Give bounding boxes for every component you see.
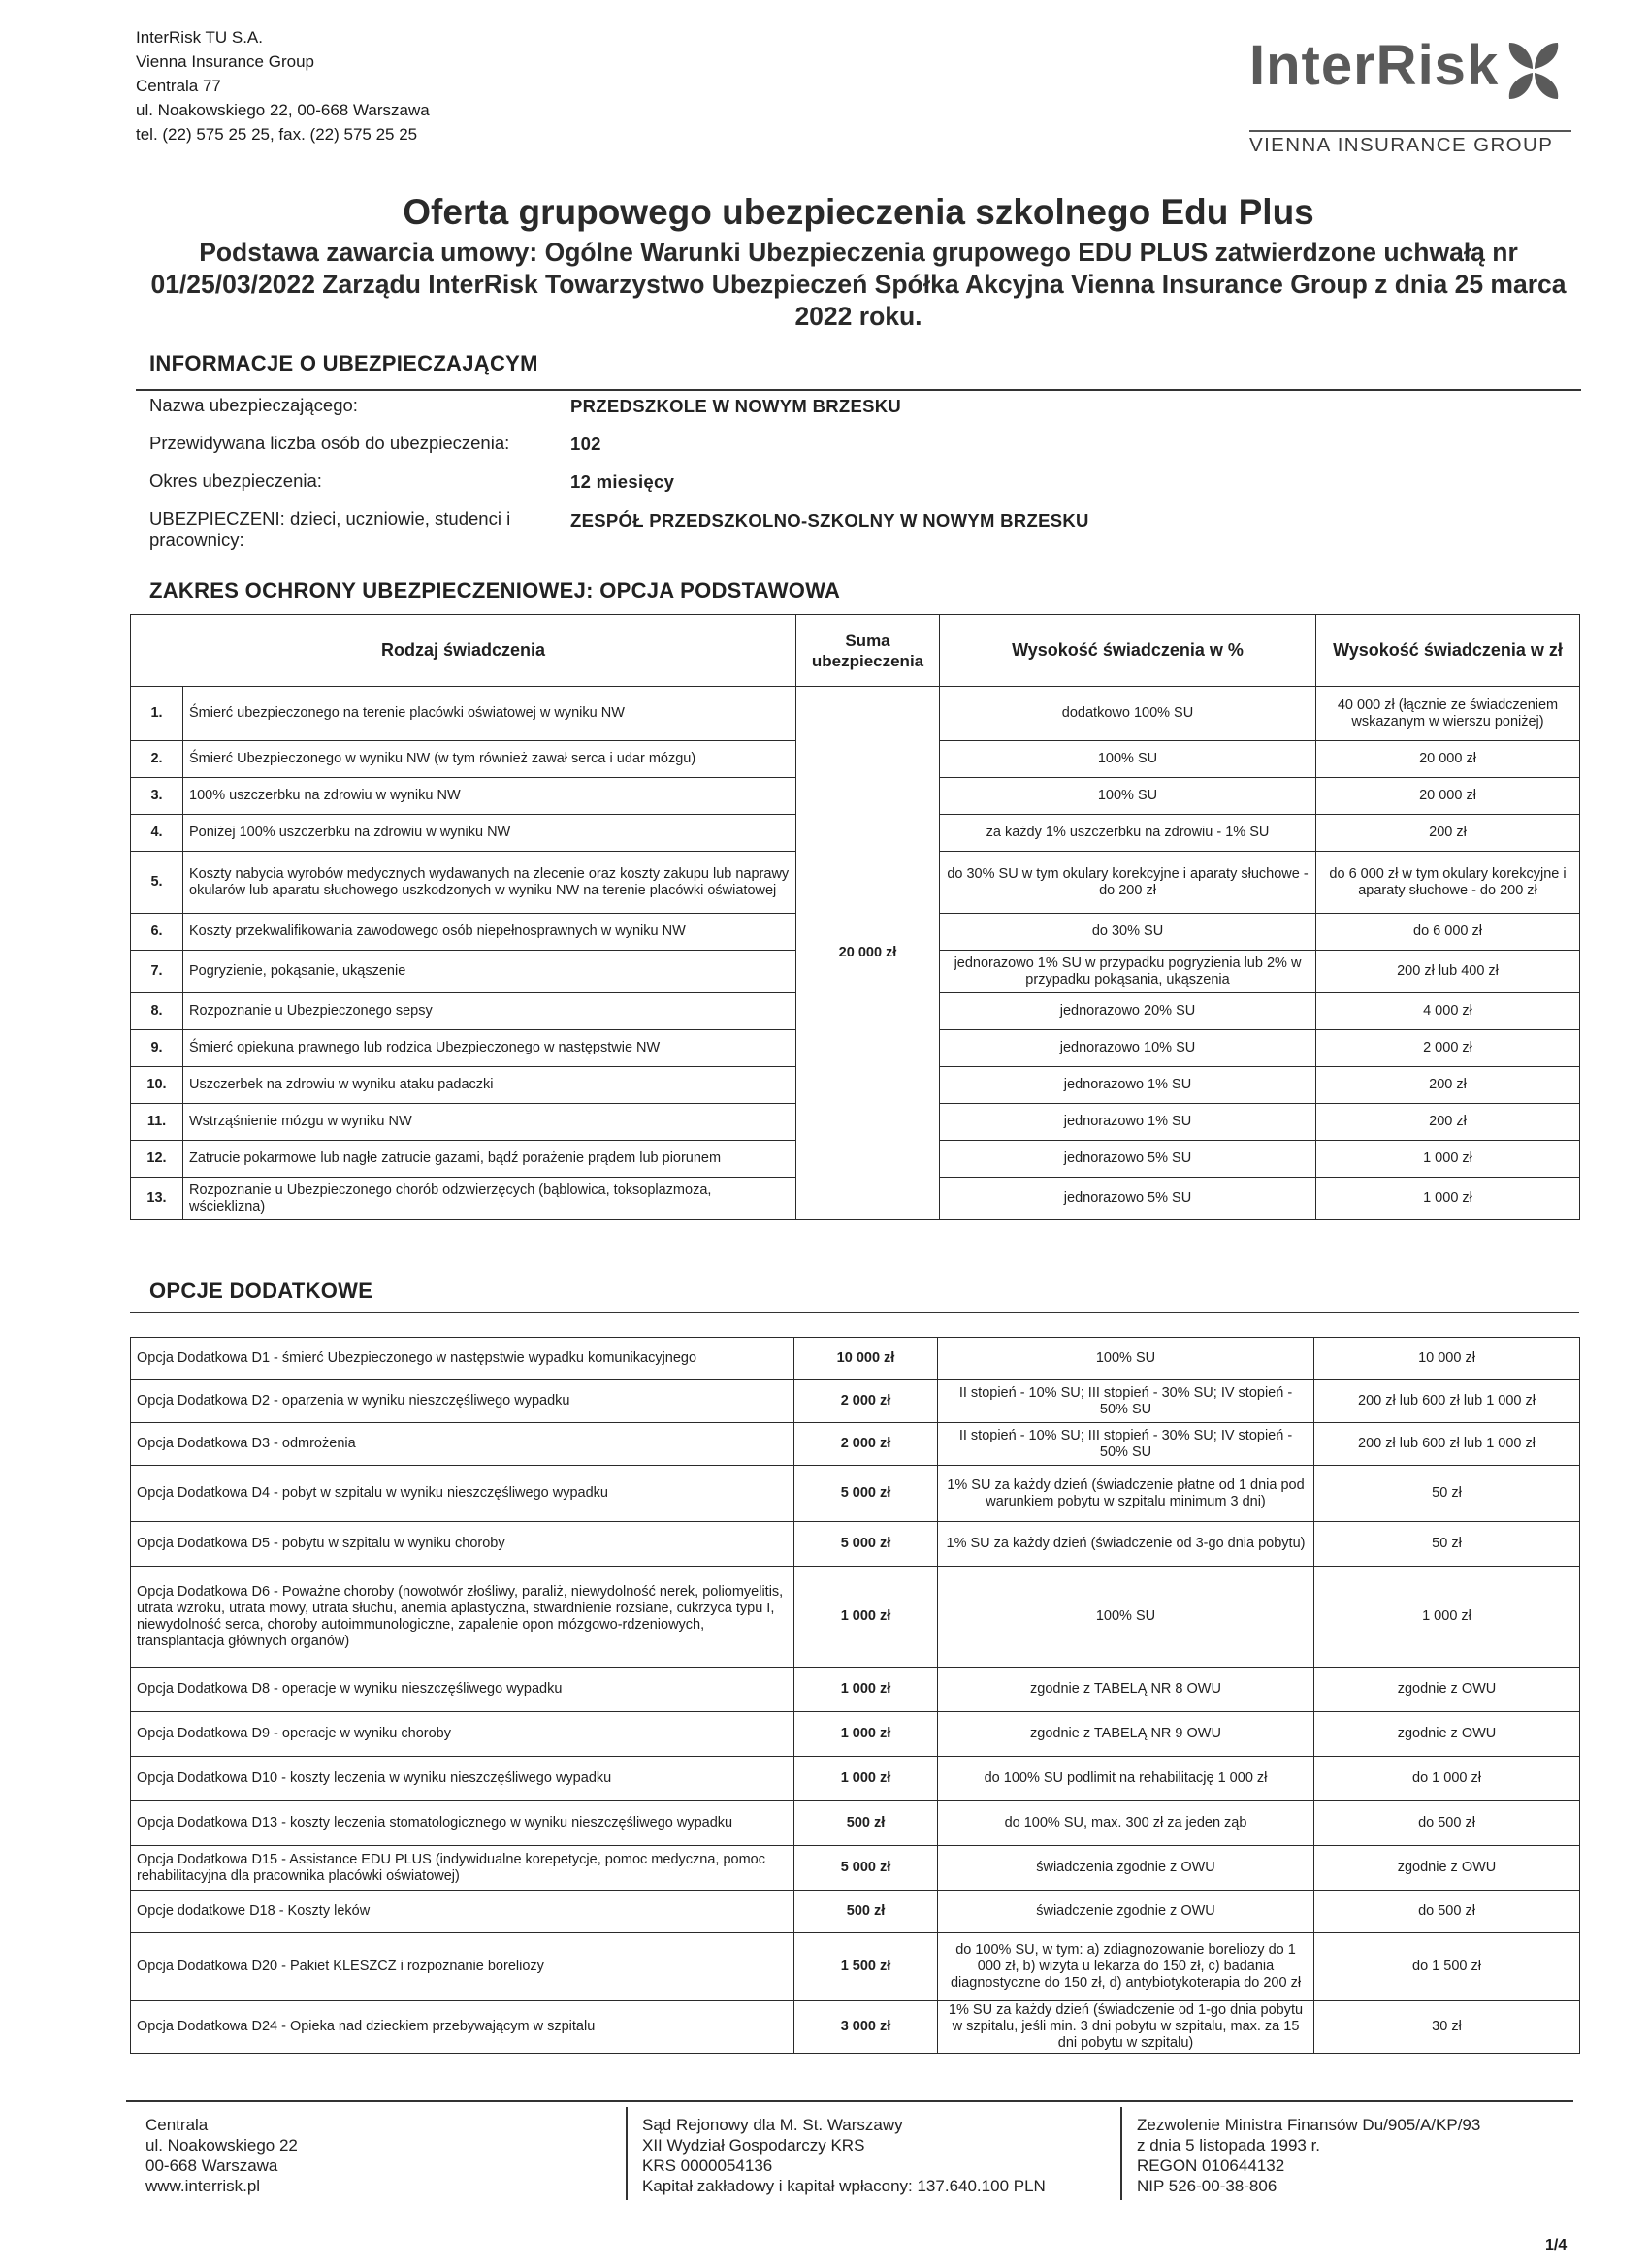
table-row <box>131 1757 1580 1801</box>
option-sum-insured: 5 000 zł <box>794 1466 938 1522</box>
company-address <box>136 25 430 146</box>
option-description: Opcja Dodatkowa D5 - pobytu w szpitalu w wyniku choroby <box>131 1522 794 1567</box>
option-description: Opcja Dodatkowa D2 - oparzenia w wyniku nieszczęśliwego wypadku <box>131 1380 794 1423</box>
option-benefit-amount: 30 zł <box>1314 2001 1580 2054</box>
option-benefit-amount: do 500 zł <box>1314 1891 1580 1933</box>
benefit-percent: jednorazowo 1% SU <box>940 1104 1316 1141</box>
option-benefit-amount: 50 zł <box>1314 1466 1580 1522</box>
footer-line: NIP 526-00-38-806 <box>1137 2177 1277 2195</box>
info-value-name: PRZEDSZKOLE W NOWYM BRZESKU <box>570 396 902 416</box>
row-number: 5. <box>131 852 183 914</box>
footer-line: Zezwolenie Ministra Finansów Du/905/A/KP/93 <box>1137 2116 1481 2134</box>
benefit-percent: jednorazowo 1% SU <box>940 1067 1316 1104</box>
option-benefit-amount: 50 zł <box>1314 1522 1580 1567</box>
logo-divider <box>1249 130 1571 132</box>
option-benefit-percent: II stopień - 10% SU; III stopień - 30% SU; IV stopień - 50% SU <box>938 1423 1314 1466</box>
section-title-insurer: INFORMACJE O UBEZPIECZAJĄCYM <box>149 351 538 375</box>
footer-line: REGON 010644132 <box>1137 2156 1285 2175</box>
company-line: Vienna Insurance Group <box>136 52 314 71</box>
benefit-amount: 1 000 zł <box>1316 1178 1580 1220</box>
footer-line: www.interrisk.pl <box>146 2177 261 2195</box>
footer-line: 00-668 Warszawa <box>146 2156 278 2175</box>
table-row <box>131 1522 1580 1567</box>
table-row <box>131 1423 1580 1466</box>
logo-subtitle: VIENNA INSURANCE GROUP <box>1249 134 1554 156</box>
benefit-percent: do 30% SU <box>940 914 1316 951</box>
table-row <box>131 1712 1580 1757</box>
company-line: tel. (22) 575 25 25, fax. (22) 575 25 25 <box>136 125 418 144</box>
option-benefit-percent: 1% SU za każdy dzień (świadczenie od 3-go dnia pobytu) <box>938 1522 1314 1567</box>
option-benefit-percent: świadczenia zgodnie z OWU <box>938 1846 1314 1891</box>
row-number: 4. <box>131 815 183 852</box>
option-sum-insured: 1 500 zł <box>794 1933 938 2001</box>
footer-line: Centrala <box>146 2116 209 2134</box>
table-row <box>131 1933 1580 2001</box>
benefit-description: Pogryzienie, pokąsanie, ukąszenie <box>183 951 796 993</box>
option-benefit-percent: zgodnie z TABELĄ NR 8 OWU <box>938 1668 1314 1712</box>
header-sum: Suma ubezpieczenia <box>796 615 940 687</box>
option-benefit-amount: 1 000 zł <box>1314 1567 1580 1668</box>
row-number: 11. <box>131 1104 183 1141</box>
benefit-amount: do 6 000 zł <box>1316 914 1580 951</box>
option-benefit-percent: II stopień - 10% SU; III stopień - 30% SU; IV stopień - 50% SU <box>938 1380 1314 1423</box>
interrisk-logo <box>1249 34 1569 156</box>
option-sum-insured: 5 000 zł <box>794 1846 938 1891</box>
benefit-description: Poniżej 100% uszczerbku na zdrowiu w wyniku NW <box>183 815 796 852</box>
info-value-insured: ZESPÓŁ PRZEDSZKOLNO-SZKOLNY W NOWYM BRZESKU <box>570 510 1089 531</box>
option-benefit-percent: 1% SU za każdy dzień (świadczenie od 1-go dnia pobytu w szpitalu, jeśli min. 3 dni pobytu w szpitalu, max. za 15 dni pobytu w szpitalu) <box>938 2001 1314 2054</box>
row-number: 10. <box>131 1067 183 1104</box>
table-row <box>131 1338 1580 1380</box>
option-benefit-percent: do 100% SU, w tym: a) zdiagnozowanie boreliozy do 1 000 zł, b) wizyta u lekarza do 150 zł, c) badania diagnostyczne do 150 zł, d) antybiotykoterapia do 200 zł <box>938 1933 1314 2001</box>
table-row <box>131 1891 1580 1933</box>
benefit-amount: 200 zł <box>1316 1104 1580 1141</box>
option-sum-insured: 1 000 zł <box>794 1668 938 1712</box>
benefit-description: Zatrucie pokarmowe lub nagłe zatrucie gazami, bądź porażenie prądem lub piorunem <box>183 1141 796 1178</box>
document-title: Oferta grupowego ubezpieczenia szkolnego Edu Plus <box>403 192 1314 232</box>
info-value-period: 12 miesięcy <box>570 471 675 492</box>
table-row <box>131 1380 1580 1423</box>
table-row <box>131 1801 1580 1846</box>
benefit-amount: 20 000 zł <box>1316 778 1580 815</box>
option-description: Opcja Dodatkowa D20 - Pakiet KLESZCZ i rozpoznanie boreliozy <box>131 1933 794 2001</box>
table-row <box>131 687 1580 741</box>
benefit-description: Uszczerbek na zdrowiu w wyniku ataku padaczki <box>183 1067 796 1104</box>
footer-permit <box>1137 2115 1480 2196</box>
option-description: Opcja Dodatkowa D13 - koszty leczenia stomatologicznego w wyniku nieszczęśliwego wypadku <box>131 1801 794 1846</box>
footer-line: ul. Noakowskiego 22 <box>146 2136 298 2155</box>
footer-line: Kapitał zakładowy i kapitał wpłacony: 137.640.100 PLN <box>642 2177 1046 2195</box>
option-benefit-amount: 10 000 zł <box>1314 1338 1580 1380</box>
option-description: Opcja Dodatkowa D3 - odmrożenia <box>131 1423 794 1466</box>
benefit-percent: jednorazowo 5% SU <box>940 1141 1316 1178</box>
info-label-count: Przewidywana liczba osób do ubezpieczenia: <box>149 433 510 453</box>
interrisk-logo-mark-icon <box>1500 37 1568 105</box>
benefit-percent: do 30% SU w tym okulary korekcyjne i aparaty słuchowe - do 200 zł <box>940 852 1316 914</box>
option-sum-insured: 500 zł <box>794 1891 938 1933</box>
option-description: Opcja Dodatkowa D24 - Opieka nad dzieckiem przebywającym w szpitalu <box>131 2001 794 2054</box>
benefit-description: Koszty przekwalifikowania zawodowego osób niepełnosprawnych w wyniku NW <box>183 914 796 951</box>
option-benefit-amount: zgodnie z OWU <box>1314 1712 1580 1757</box>
info-label-name: Nazwa ubezpieczającego: <box>149 395 358 415</box>
row-number: 1. <box>131 687 183 741</box>
footer-registry <box>642 2115 1046 2196</box>
header-pln: Wysokość świadczenia w zł <box>1316 615 1580 687</box>
info-label-insured: UBEZPIECZENI: dzieci, uczniowie, studenci i pracownicy: <box>149 508 511 550</box>
benefit-percent: jednorazowo 1% SU w przypadku pogryzienia lub 2% w przypadku pokąsania, ukąszenia <box>940 951 1316 993</box>
row-number: 13. <box>131 1178 183 1220</box>
benefit-amount: 1 000 zł <box>1316 1141 1580 1178</box>
benefit-percent: dodatkowo 100% SU <box>940 687 1316 741</box>
benefit-description: Wstrząśnienie mózgu w wyniku NW <box>183 1104 796 1141</box>
option-sum-insured: 1 000 zł <box>794 1567 938 1668</box>
option-benefit-percent: 100% SU <box>938 1338 1314 1380</box>
info-label-period: Okres ubezpieczenia: <box>149 470 322 491</box>
benefit-percent: jednorazowo 20% SU <box>940 993 1316 1030</box>
option-description: Opcja Dodatkowa D15 - Assistance EDU PLUS (indywidualne korepetycje, pomoc medyczna, pomoc rehabilitacyjna dla pracownika placówki oświatowej) <box>131 1846 794 1891</box>
option-benefit-percent: do 100% SU, max. 300 zł za jeden ząb <box>938 1801 1314 1846</box>
section-title-additional: OPCJE DODATKOWE <box>149 1279 373 1303</box>
basic-coverage-table <box>130 614 1580 1220</box>
benefit-percent: jednorazowo 5% SU <box>940 1178 1316 1220</box>
company-line: ul. Noakowskiego 22, 00-668 Warszawa <box>136 101 430 119</box>
option-benefit-amount: 200 zł lub 600 zł lub 1 000 zł <box>1314 1380 1580 1423</box>
benefit-percent: 100% SU <box>940 778 1316 815</box>
section-title-basic: ZAKRES OCHRONY UBEZPIECZENIOWEJ: OPCJA PODSTAWOWA <box>149 578 841 602</box>
additional-options-table <box>130 1337 1580 2054</box>
option-sum-insured: 2 000 zł <box>794 1423 938 1466</box>
table-row <box>131 1567 1580 1668</box>
table-row <box>131 1668 1580 1712</box>
row-number: 3. <box>131 778 183 815</box>
footer-separator <box>1120 2107 1122 2200</box>
option-benefit-percent: świadczenie zgodnie z OWU <box>938 1891 1314 1933</box>
benefit-percent: jednorazowo 10% SU <box>940 1030 1316 1067</box>
option-benefit-amount: do 500 zł <box>1314 1801 1580 1846</box>
row-number: 12. <box>131 1141 183 1178</box>
benefit-amount: 200 zł <box>1316 1067 1580 1104</box>
option-benefit-amount: do 1 500 zł <box>1314 1933 1580 2001</box>
option-sum-insured: 3 000 zł <box>794 2001 938 2054</box>
page-number: 1/4 <box>1545 2237 1568 2253</box>
benefit-amount: 20 000 zł <box>1316 741 1580 778</box>
footer-line: KRS 0000054136 <box>642 2156 773 2175</box>
benefit-description: Śmierć opiekuna prawnego lub rodzica Ubezpieczonego w następstwie NW <box>183 1030 796 1067</box>
option-sum-insured: 500 zł <box>794 1801 938 1846</box>
divider <box>136 389 1581 391</box>
option-sum-insured: 1 000 zł <box>794 1712 938 1757</box>
option-sum-insured: 1 000 zł <box>794 1757 938 1801</box>
footer-line: z dnia 5 listopada 1993 r. <box>1137 2136 1321 2155</box>
benefit-amount: 200 zł lub 400 zł <box>1316 951 1580 993</box>
benefit-description: Rozpoznanie u Ubezpieczonego sepsy <box>183 993 796 1030</box>
header-type: Rodzaj świadczenia <box>131 615 796 687</box>
benefit-description: 100% uszczerbku na zdrowiu w wyniku NW <box>183 778 796 815</box>
divider <box>130 1312 1579 1313</box>
sum-insured-cell: 20 000 zł <box>796 687 940 1220</box>
document-subtitle: Podstawa zawarcia umowy: Ogólne Warunki Ubezpieczenia grupowego EDU PLUS zatwierdzone uchwałą nr 01/25/03/2022 Zarządu InterRisk Towarzystwo Ubezpieczeń Spółka Akcyjna Vienna Insurance Group z dnia 25 marca 2022 roku. <box>150 238 1567 331</box>
footer-divider <box>126 2100 1573 2102</box>
logo-wordmark: InterRisk <box>1249 34 1500 97</box>
benefit-percent: za każdy 1% uszczerbku na zdrowiu - 1% SU <box>940 815 1316 852</box>
benefit-amount: 40 000 zł (łącznie ze świadczeniem wskazanym w wierszu poniżej) <box>1316 687 1580 741</box>
table-header-row <box>131 615 1580 687</box>
option-sum-insured: 5 000 zł <box>794 1522 938 1567</box>
benefit-amount: do 6 000 zł w tym okulary korekcyjne i aparaty słuchowe - do 200 zł <box>1316 852 1580 914</box>
company-line: Centrala 77 <box>136 77 221 95</box>
option-benefit-amount: do 1 000 zł <box>1314 1757 1580 1801</box>
info-value-count: 102 <box>570 434 601 454</box>
row-number: 9. <box>131 1030 183 1067</box>
table-row <box>131 1846 1580 1891</box>
row-number: 7. <box>131 951 183 993</box>
option-description: Opcja Dodatkowa D1 - śmierć Ubezpieczonego w następstwie wypadku komunikacyjnego <box>131 1338 794 1380</box>
benefit-description: Koszty nabycia wyrobów medycznych wydawanych na zlecenie oraz koszty zakupu lub naprawy okularów lub aparatu słuchowego uszkodzonych w wyniku NW na terenie placówki oświatowej <box>183 852 796 914</box>
table-row <box>131 1466 1580 1522</box>
row-number: 2. <box>131 741 183 778</box>
company-line: InterRisk TU S.A. <box>136 28 263 47</box>
table-row <box>131 2001 1580 2054</box>
option-sum-insured: 2 000 zł <box>794 1380 938 1423</box>
benefit-description: Śmierć ubezpieczonego na terenie placówki oświatowej w wyniku NW <box>183 687 796 741</box>
option-benefit-percent: 100% SU <box>938 1567 1314 1668</box>
benefit-amount: 4 000 zł <box>1316 993 1580 1030</box>
footer-separator <box>626 2107 628 2200</box>
option-description: Opcja Dodatkowa D10 - koszty leczenia w wyniku nieszczęśliwego wypadku <box>131 1757 794 1801</box>
footer-address <box>146 2115 298 2196</box>
row-number: 6. <box>131 914 183 951</box>
option-description: Opcja Dodatkowa D9 - operacje w wyniku choroby <box>131 1712 794 1757</box>
document-title-block <box>136 190 1581 333</box>
row-number: 8. <box>131 993 183 1030</box>
option-benefit-percent: 1% SU za każdy dzień (świadczenie płatne od 1 dnia pod warunkiem pobytu w szpitalu minimum 3 dni) <box>938 1466 1314 1522</box>
option-benefit-amount: zgodnie z OWU <box>1314 1668 1580 1712</box>
benefit-percent: 100% SU <box>940 741 1316 778</box>
option-description: Opcje dodatkowe D18 - Koszty leków <box>131 1891 794 1933</box>
option-benefit-amount: 200 zł lub 600 zł lub 1 000 zł <box>1314 1423 1580 1466</box>
option-benefit-percent: zgodnie z TABELĄ NR 9 OWU <box>938 1712 1314 1757</box>
benefit-amount: 200 zł <box>1316 815 1580 852</box>
option-benefit-percent: do 100% SU podlimit na rehabilitację 1 000 zł <box>938 1757 1314 1801</box>
benefit-description: Rozpoznanie u Ubezpieczonego chorób odzwierzęcych (bąblowica, toksoplazmoza, wścieklizna) <box>183 1178 796 1220</box>
option-sum-insured: 10 000 zł <box>794 1338 938 1380</box>
option-description: Opcja Dodatkowa D8 - operacje w wyniku nieszczęśliwego wypadku <box>131 1668 794 1712</box>
footer-line: XII Wydział Gospodarczy KRS <box>642 2136 865 2155</box>
footer-line: Sąd Rejonowy dla M. St. Warszawy <box>642 2116 903 2134</box>
benefit-amount: 2 000 zł <box>1316 1030 1580 1067</box>
header-pct: Wysokość świadczenia w % <box>940 615 1316 687</box>
option-description: Opcja Dodatkowa D6 - Poważne choroby (nowotwór złośliwy, paraliż, niewydolność nerek, poliomyelitis, utrata wzroku, utrata mowy, utrata słuchu, anemia aplastyczna, stwardnienie rozsiane, cukrzyca typu I, niewydolność serca, choroby autoimmunologiczne, zapalenie opon mózgowo-rdzeniowych, transplantacja głównych organów) <box>131 1567 794 1668</box>
option-benefit-amount: zgodnie z OWU <box>1314 1846 1580 1891</box>
benefit-description: Śmierć Ubezpieczonego w wyniku NW (w tym również zawał serca i udar mózgu) <box>183 741 796 778</box>
option-description: Opcja Dodatkowa D4 - pobyt w szpitalu w wyniku nieszczęśliwego wypadku <box>131 1466 794 1522</box>
